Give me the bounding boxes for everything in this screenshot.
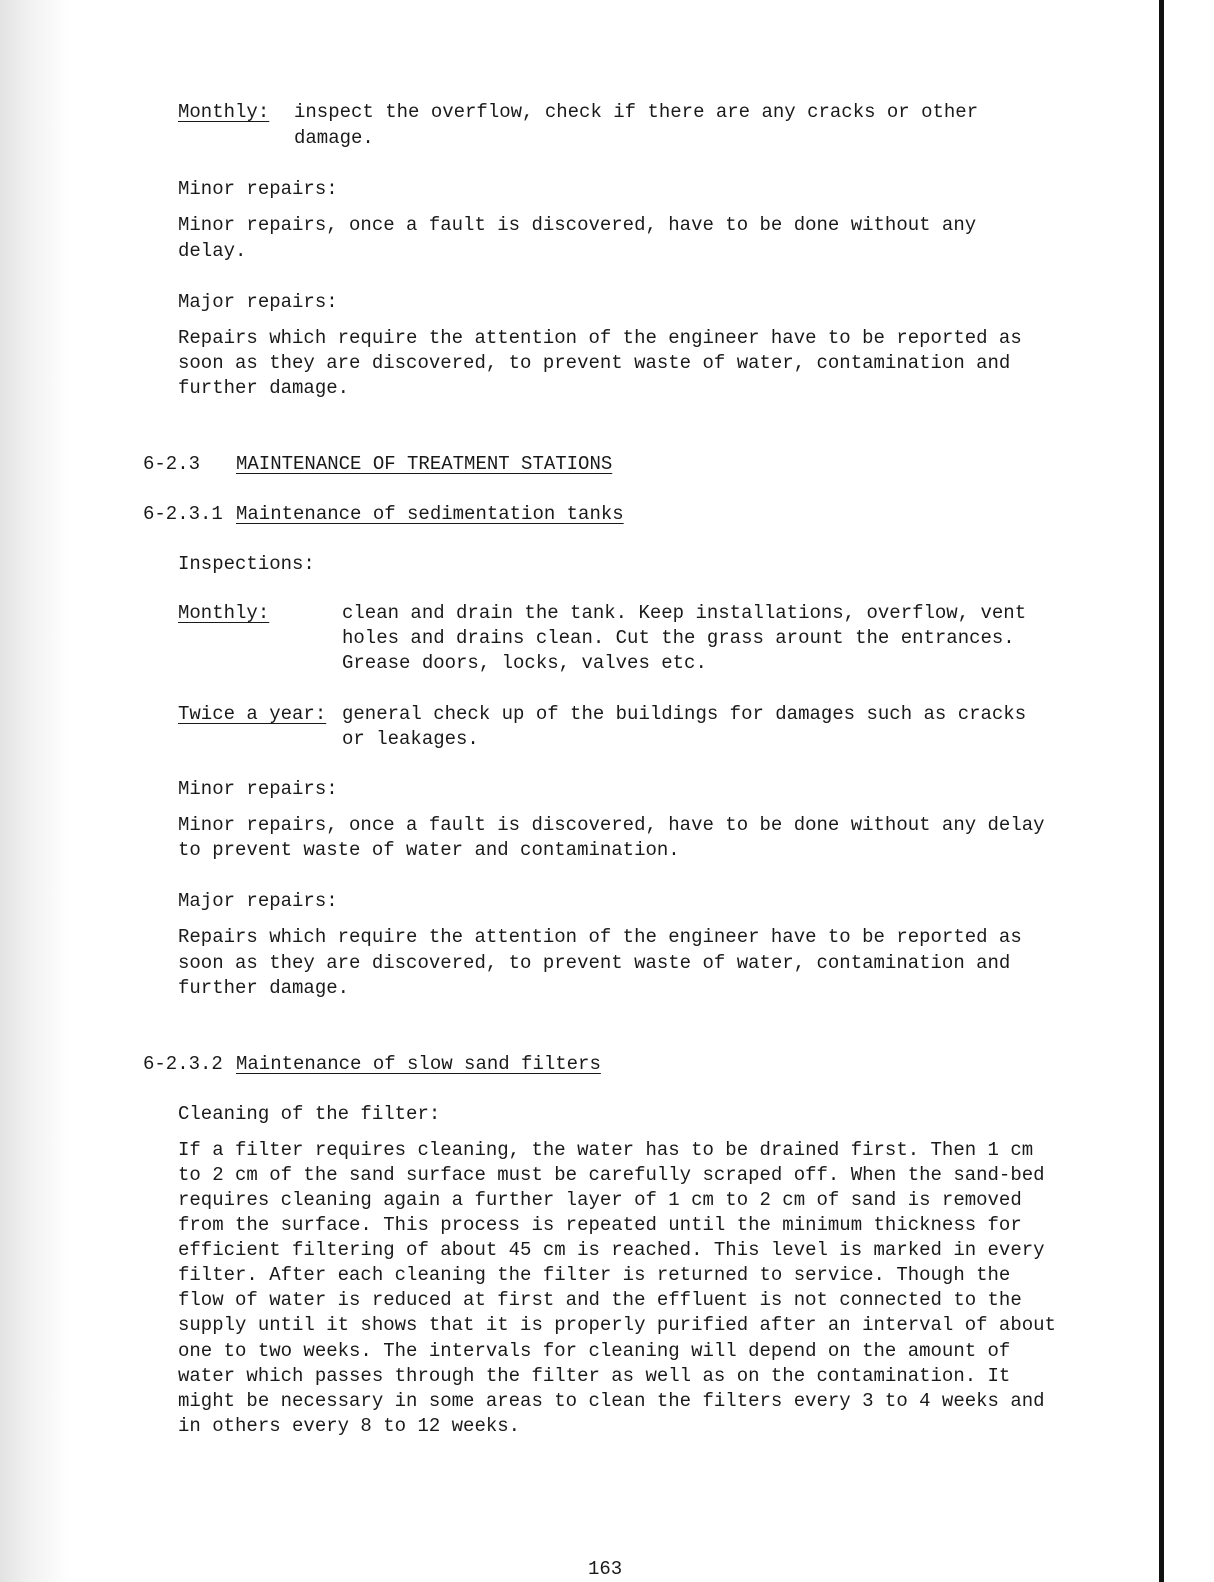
twice-a-year-line: general check up of the buildings for damages such as cracks <box>342 703 1027 725</box>
cleaning-heading: Cleaning of the filter: <box>178 1103 441 1125</box>
monthly-text-line: damage. <box>294 127 374 149</box>
paragraph-line: If a filter requires cleaning, the water has to be drained first. Then 1 cm <box>178 1139 1034 1161</box>
paragraph-line: flow of water is reduced at first and the effluent is not connected to the <box>178 1289 1022 1311</box>
major-repairs-line: further damage. <box>178 377 350 399</box>
twice-a-year-label: Twice a year: <box>178 703 327 725</box>
paragraph-line: water which passes through the filter as well as on the contamination. It <box>178 1365 1011 1387</box>
monthly-text-line: clean and drain the tank. Keep installations, overflow, vent <box>342 602 1027 624</box>
subsection-title: Maintenance of slow sand filters <box>236 1053 601 1075</box>
major-repairs-line: Repairs which require the attention of the engineer have to be reported as <box>178 327 1022 349</box>
minor-repairs-line: Minor repairs, once a fault is discovered, have to be done without any <box>178 214 977 236</box>
inspections-heading: Inspections: <box>178 553 315 575</box>
section-title: MAINTENANCE OF TREATMENT STATIONS <box>236 453 613 475</box>
twice-a-year-line: or leakages. <box>342 728 479 750</box>
paragraph-line: to 2 cm of the sand surface must be carefully scraped off. When the sand-bed <box>178 1164 1045 1186</box>
subsection-title: Maintenance of sedimentation tanks <box>236 503 624 525</box>
section-number: 6-2.3 <box>143 453 201 475</box>
major-repairs-line: Repairs which require the attention of the engineer have to be reported as <box>178 926 1022 948</box>
monthly-text-line: inspect the overflow, check if there are any cracks or other <box>294 101 979 123</box>
minor-repairs-line: Minor repairs, once a fault is discovered, have to be done without any delay <box>178 814 1045 836</box>
paragraph-line: filter. After each cleaning the filter is returned to service. Though the <box>178 1264 1011 1286</box>
scan-edge-right <box>1159 0 1214 1582</box>
subsection-number: 6-2.3.2 <box>143 1053 223 1075</box>
minor-repairs-line: delay. <box>178 240 247 262</box>
subsection-number: 6-2.3.1 <box>143 503 223 525</box>
scan-edge-left <box>0 0 70 1582</box>
monthly-text-line: Grease doors, locks, valves etc. <box>342 652 707 674</box>
page-number: 163 <box>588 1558 623 1580</box>
paragraph-line: efficient filtering of about 45 cm is reached. This level is marked in every <box>178 1239 1045 1261</box>
paragraph-line: requires cleaning again a further layer of 1 cm to 2 cm of sand is removed <box>178 1189 1022 1211</box>
monthly-label: Monthly: <box>178 101 270 123</box>
major-repairs-line: soon as they are discovered, to prevent waste of water, contamination and <box>178 352 1011 374</box>
paragraph-line: supply until it shows that it is properly purified after an interval of about <box>178 1314 1056 1336</box>
major-repairs-heading: Major repairs: <box>178 291 338 313</box>
monthly-text-line: holes and drains clean. Cut the grass arount the entrances. <box>342 627 1015 649</box>
major-repairs-line: soon as they are discovered, to prevent waste of water, contamination and <box>178 952 1011 974</box>
minor-repairs-heading: Minor repairs: <box>178 178 338 200</box>
monthly-label: Monthly: <box>178 602 270 624</box>
paragraph-line: one to two weeks. The intervals for cleaning will depend on the amount of <box>178 1340 1011 1362</box>
paragraph-line: might be necessary in some areas to clean the filters every 3 to 4 weeks and <box>178 1390 1045 1412</box>
paragraph-line: from the surface. This process is repeated until the minimum thickness for <box>178 1214 1022 1236</box>
minor-repairs-heading: Minor repairs: <box>178 778 338 800</box>
minor-repairs-line: to prevent waste of water and contamination. <box>178 839 680 861</box>
major-repairs-line: further damage. <box>178 977 350 999</box>
paragraph-line: in others every 8 to 12 weeks. <box>178 1415 521 1437</box>
major-repairs-heading: Major repairs: <box>178 890 338 912</box>
